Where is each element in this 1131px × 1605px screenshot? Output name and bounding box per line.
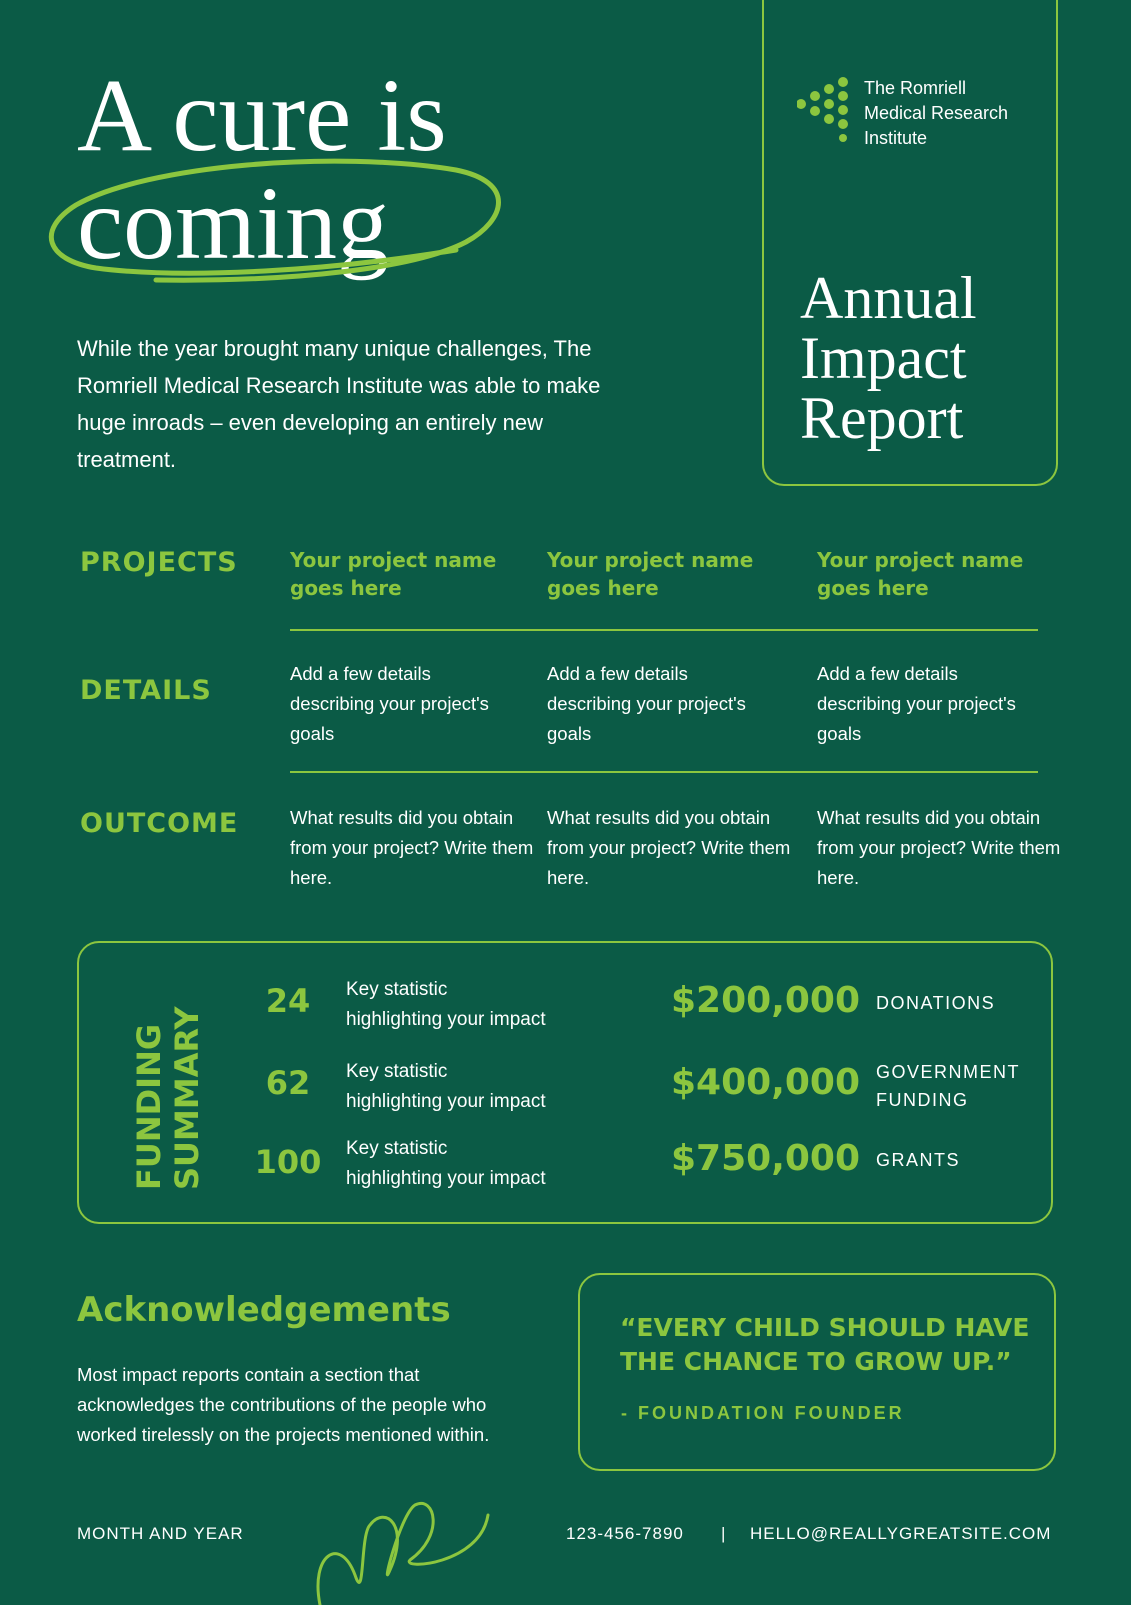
report-title-line-2: Impact	[800, 325, 967, 391]
footer-email[interactable]: HELLO@REALLYGREATSITE.COM	[750, 1524, 1052, 1543]
funding-label-line-1: FUNDING	[130, 1023, 168, 1190]
footer-separator: |	[721, 1524, 727, 1543]
project-details-1: Add a few details describing your project's goals	[290, 663, 489, 744]
project-name-line: goes here	[547, 576, 659, 600]
intro-paragraph: While the year brought many unique challenges, The Romriell Medical Research Institute was able to make huge inroads – even developing an entirely new treatment.	[77, 336, 601, 472]
report-title	[800, 265, 977, 451]
project-details-2: Add a few details describing your project's goals	[547, 663, 746, 744]
funding-amount-2: $400,000	[671, 1062, 861, 1103]
org-name	[864, 76, 1008, 151]
funding-amount-1: $200,000	[671, 980, 861, 1021]
title-line-2: coming	[77, 166, 389, 281]
stat-description-1	[346, 975, 546, 1035]
funding-label-line-2: SUMMARY	[168, 1006, 206, 1190]
stat-line: highlighting your impact	[346, 1168, 546, 1189]
stat-value-1: 24	[265, 982, 311, 1020]
funding-source-2	[876, 1058, 1020, 1114]
acknowledgements-text: Most impact reports contain a section that acknowledges the contributions of the people who worked tirelessly on the projects mentioned within.	[77, 1364, 490, 1445]
project-name-line: Your project name	[547, 548, 754, 572]
stat-line: Key statistic	[346, 979, 448, 1000]
org-name-line-1: The Romriell	[864, 78, 967, 98]
stat-value-3: 100	[254, 1143, 322, 1181]
circle-scribble-icon	[36, 150, 516, 300]
funding-amount-3: $750,000	[671, 1138, 861, 1179]
loop-scribble-icon	[310, 1495, 510, 1605]
funding-source-3	[876, 1146, 960, 1174]
project-name-3	[817, 546, 1057, 602]
stat-line: highlighting your impact	[346, 1009, 546, 1030]
divider	[290, 629, 1038, 631]
project-name-line: Your project name	[290, 548, 497, 572]
project-details-3: Add a few details describing your project's goals	[817, 663, 1016, 744]
quote-line: “EVERY CHILD SHOULD HAVE	[620, 1313, 1030, 1342]
divider	[290, 771, 1038, 773]
funding-summary-label	[130, 1006, 206, 1190]
funding-source-line: GRANTS	[876, 1150, 961, 1170]
stat-line: Key statistic	[346, 1061, 448, 1082]
project-name-1	[290, 546, 530, 602]
org-name-line-2: Medical Research	[864, 103, 1009, 123]
stat-value-2: 62	[265, 1064, 311, 1102]
funding-source-line: GOVERNMENT	[876, 1062, 1021, 1082]
dot-arrow-icon	[797, 76, 851, 142]
project-outcome-3: What results did you obtain from your project? Write them here.	[817, 807, 1061, 888]
stat-description-3	[346, 1134, 546, 1194]
row-label-outcome: OUTCOME	[80, 808, 239, 839]
org-name-line-3: Institute	[864, 128, 928, 148]
footer-date: MONTH AND YEAR	[77, 1524, 244, 1543]
project-outcome-2: What results did you obtain from your project? Write them here.	[547, 807, 791, 888]
acknowledgements-title: Acknowledgements	[77, 1290, 451, 1330]
project-name-2	[547, 546, 787, 602]
report-title-line-1: Annual	[800, 265, 977, 331]
quote-line: THE CHANCE TO GROW UP.”	[620, 1347, 1012, 1376]
project-name-line: goes here	[290, 576, 402, 600]
title-line-1: A cure is	[77, 58, 447, 173]
row-label-projects: PROJECTS	[80, 547, 238, 578]
footer-phone[interactable]: 123-456-7890	[566, 1524, 684, 1543]
project-outcome-1: What results did you obtain from your project? Write them here.	[290, 807, 534, 888]
funding-source-1	[876, 989, 995, 1017]
stat-description-2	[346, 1057, 546, 1117]
funding-source-line: DONATIONS	[876, 993, 996, 1013]
quote-text	[620, 1311, 1029, 1379]
row-label-details: DETAILS	[80, 675, 212, 706]
quote-author: - FOUNDATION FOUNDER	[621, 1403, 905, 1423]
funding-source-line: FUNDING	[876, 1090, 969, 1110]
report-title-line-3: Report	[800, 385, 964, 451]
project-name-line: Your project name	[817, 548, 1024, 572]
stat-line: Key statistic	[346, 1138, 448, 1159]
stat-line: highlighting your impact	[346, 1091, 546, 1112]
project-name-line: goes here	[817, 576, 929, 600]
